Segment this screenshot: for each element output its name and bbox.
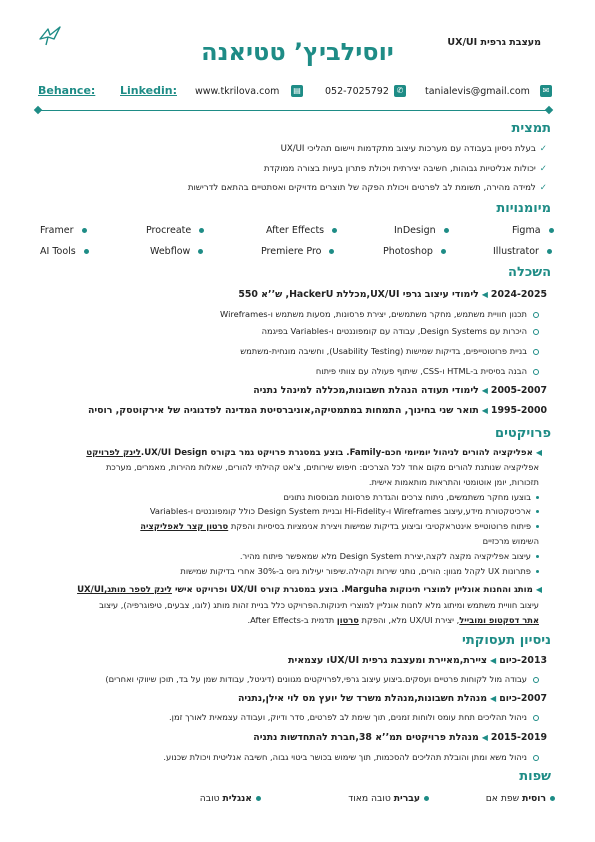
project-desc: תזכורות, יומן אוטומטי והתראות מותאמות אישית. xyxy=(368,477,539,487)
language-item: אנגלית טובה xyxy=(200,793,261,804)
triangle-icon: ◀ xyxy=(481,290,488,299)
check-icon: ✓ xyxy=(539,144,547,154)
project-bullet: בוצעו מחקר משתמשים, ניתוח צרכים והגדרת פרסונות מבוססות נתונים xyxy=(283,492,539,502)
project-heading: ◀מותג והחנות אונליין למוצרי תינוקות Marguha. בוצע במסגרת קורס UX/UI ופרויקט אישי לינק לספר מותג,UX/UI xyxy=(77,585,542,595)
language-item: רוסית שפת אם xyxy=(486,793,555,804)
language-item: עברית טובה מאוד xyxy=(348,793,429,804)
job-title: מעצבת גרפית UX/UI xyxy=(447,37,541,48)
triangle-icon: ◀ xyxy=(535,448,542,457)
project-desc: אתר דסקטופ ומובייל, יצירת UX/UI מלא, והפקת סרטון תדמית ב-After Effects. xyxy=(247,615,539,625)
check-icon: ✓ xyxy=(539,164,547,174)
project-desc: עיצוב חוויית משתמש ומיתוג מלא לחנות אונליין למוצרי תינוקות.הפרויקט כלל בניית זהות מותג (לוגו, צבעים, טיפוגרפיה), עיצוב xyxy=(99,600,539,610)
email-icon: ✉ xyxy=(540,85,552,97)
experience-entry: 2013-כיום◀ציירת,מאיירת ומעצבת גרפית UX/UIו עצמאית xyxy=(288,655,547,666)
project-bullet: ארכיטקטורת מידע,עיצוב Wireframes ו-Hi-Fidelity ובניית Design System כולל קומפוננטים ו-Variables xyxy=(150,506,539,516)
skill-item: Premiere Pro xyxy=(261,246,341,257)
email-address[interactable]: tanialevis@gmail.com xyxy=(425,86,530,97)
triangle-icon: ◀ xyxy=(481,733,488,742)
skill-item: Photoshop xyxy=(383,246,453,257)
skill-item: Procreate xyxy=(146,225,211,236)
education-entry: 2024-2025◀לימודי עיצוב גרפי UX/UI,מכללת HackerU, ש’’א 550 xyxy=(238,289,547,300)
triangle-icon: ◀ xyxy=(481,406,488,415)
experience-desc: ניהול משא ומתן והובלת תהליכים להסכמות, תוך שימוש בכושר ביטוי גבוה, חשיבה אנליטית ויכולת שכנוע. xyxy=(163,752,539,762)
education-bullet: הבנה בסיסית ב-HTML ו-CSS, שיתוף פעולה עם צוותי פיתוח xyxy=(316,366,539,376)
languages-title: שפות xyxy=(519,769,551,784)
summary-item: ✓יכולות אנליטיות גבוהות, חשיבה יצירתית ויכולת פתרון בעיות בצורה ממוקדת xyxy=(263,164,547,174)
project-desc: השימוש מרכזיים xyxy=(482,536,539,546)
education-bullet: בניית פרוטוטייפים, בדיקות שמישות (Usability Testing), וחשיבה מונחית-משתמש xyxy=(240,346,539,356)
header-divider xyxy=(38,110,552,111)
education-entry: 1995-2000◀תואר שני בחינוך, התמחות במתמטיקה,אוניברסיטת המדינה לפדגוגיה של אירקוטסק, רוסיה xyxy=(87,405,547,416)
contact-row xyxy=(38,84,552,102)
brand-book-link[interactable]: לינק לספר מותג,UX/UI xyxy=(77,585,172,595)
education-bullet: תכנון חוויית משתמש, מחקר משתמשים, יצירת פרסונות, מסעות משתמש ו-Wireframes xyxy=(220,309,539,319)
divider-end-left xyxy=(34,106,42,114)
experience-desc: עבודה מול לקוחות פרטיים ועסקים.ביצוע עיצוב גרפי,לפרויקטים מגוונים (דיגיטל, עבודות שמן על בד, תוכן שיווקי ואחרים) xyxy=(105,674,539,684)
projects-title: פרויקטים xyxy=(495,426,551,441)
project-desc: אפליקציה שנותנת להורים מקום אחד לכל הצרכים: חיפוש שירותים, צ'אט קהילתי להורים, שאלות מהירות, מאמרים, מערכת xyxy=(105,462,539,472)
divider-end-right xyxy=(545,106,553,114)
education-title: השכלה xyxy=(508,265,551,280)
website-demo-link[interactable]: אתר דסקטופ ומובייל xyxy=(459,615,539,625)
summary-title: תמצית xyxy=(511,121,551,136)
experience-entry: 2015-2019◀מנהלת פרויקטים תמ’’א 38,חברת להתחדשות נתניה xyxy=(253,732,547,743)
experience-entry: 2007-כיום◀מנהלת חשבונות,מנהלת משרד של יועץ מס לוי אילן,נתניה xyxy=(237,693,547,704)
skill-item: After Effects xyxy=(266,225,344,236)
education-bullet: היכרות עם Design Systems, עבודה עם קומפוננטים ו-Variables בפיגמה xyxy=(262,326,539,336)
project-heading: ◀אפליקציה להורים לניהול יומיומי חכם-Family. בוצע במסגרת פרויקט גמר בקורס UX/UI Design.לינק לפרויקט xyxy=(86,448,542,458)
skill-item: InDesign xyxy=(394,225,456,236)
triangle-icon: ◀ xyxy=(490,694,497,703)
experience-title: ניסיון תעסוקתי xyxy=(462,633,551,648)
project-bullet: פתרונות UX לקהל מגוון: הורים, נותני שירות וקהילה.שיפור יעילות גיוס ב-30% אחרי בדיקות שמישות xyxy=(180,566,539,576)
phone-number[interactable]: 052-7025792 xyxy=(325,86,389,97)
triangle-icon: ◀ xyxy=(481,386,488,395)
skill-item: Webflow xyxy=(150,246,210,257)
triangle-icon: ◀ xyxy=(535,585,542,594)
phone-icon: ✆ xyxy=(394,85,406,97)
skills-title: מיומנויות xyxy=(496,201,551,216)
skill-item: AI Tools xyxy=(40,246,96,257)
skill-item: Framer xyxy=(40,225,94,236)
person-name: יוסילביץ’ טטיאנה xyxy=(201,38,394,66)
triangle-icon: ◀ xyxy=(490,656,497,665)
linkedin-link[interactable]: Linkedin: xyxy=(120,84,177,97)
promo-video-link[interactable]: סרטון xyxy=(336,615,359,625)
project-bullet: פיתוח פרוטוטייפ אינטראקטיבי וביצוע בדיקות שמישות ויצירת אנימציות בסיסיות והפקת סרטון קצר לאפליקציה xyxy=(140,521,539,531)
education-entry: 2005-2007◀לימודי תעודה הנהלת חשבונות,מכללה למינהל נתניה xyxy=(253,385,547,396)
app-video-link[interactable]: סרטון קצר לאפליקציה xyxy=(140,521,229,531)
summary-item: ✓בעלת ניסיון בעבודה עם מערכות עיצוב מתקדמות ויישום תהליכי UX/UI xyxy=(280,144,547,154)
skill-item: Illustrator xyxy=(493,246,559,257)
summary-item: ✓למידה מהירה, תשומת לב לפרטים ויכולת הפקה של תוצרים מדויקים ואסתטיים בהתאם לדרישות xyxy=(187,183,547,193)
project-link[interactable]: לינק לפרויקט xyxy=(86,448,141,458)
behance-link[interactable]: Behance: xyxy=(38,84,96,97)
experience-desc: ניהול תהליכים תחת עומס ולוחות זמנים, תוך שימת לב לפרטים, סדר ודיוק, ועבודה עצמאית לאורך זמן. xyxy=(169,712,539,722)
website-icon: ▤ xyxy=(291,85,303,97)
check-icon: ✓ xyxy=(539,183,547,193)
skill-item: Figma xyxy=(512,225,561,236)
project-bullet: עיצוב אפליקציה מקצה לקצה,יצירת Design System מלא שמאפשר פיתוח מהיר. xyxy=(240,551,539,561)
website-link[interactable]: www.tkrilova.com xyxy=(195,86,280,97)
